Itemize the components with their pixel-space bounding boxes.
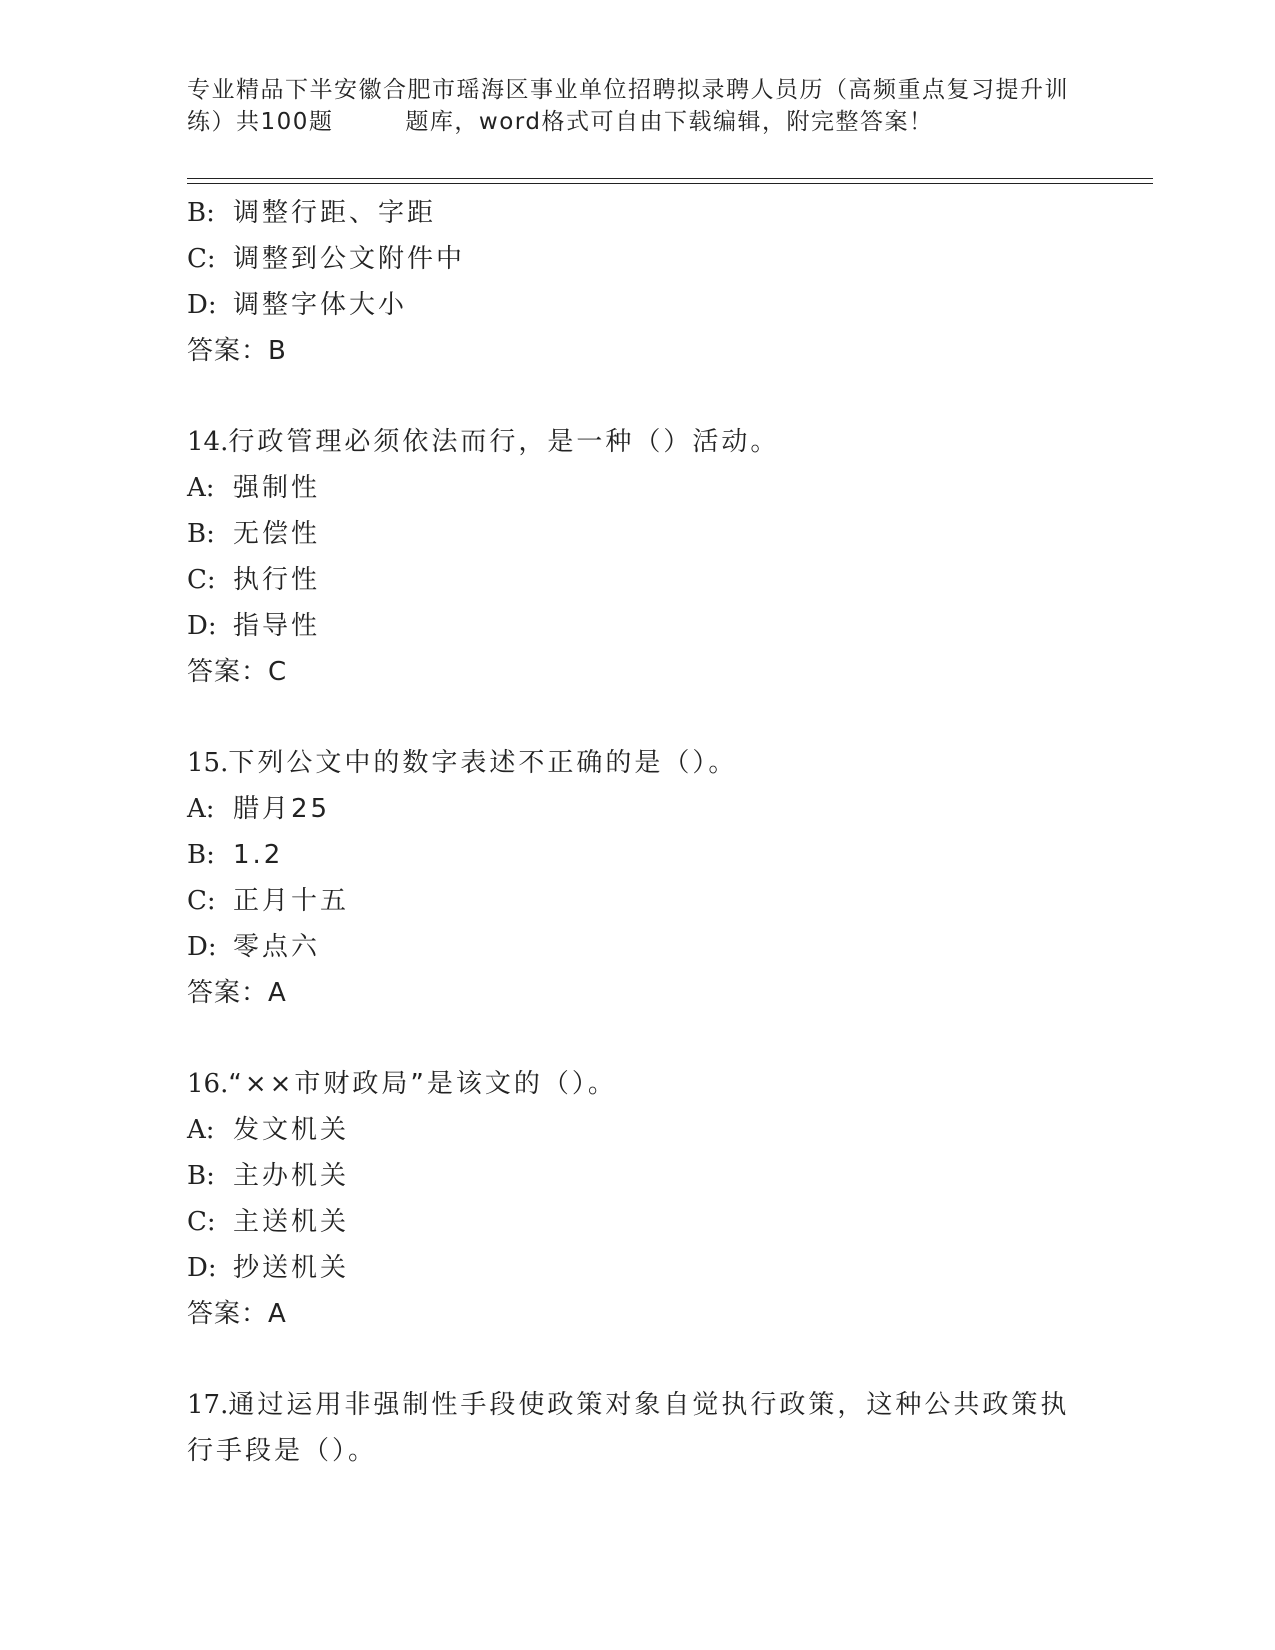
option-key: A:	[187, 473, 215, 503]
question-text: 下列公文中的数字表述不正确的是（）。	[228, 748, 738, 778]
option-key: B:	[187, 519, 215, 549]
question-stem-line-1	[187, 1382, 1087, 1428]
header-title-line-2	[187, 106, 1087, 138]
option-key: C:	[187, 244, 216, 274]
option-text: 指导性	[233, 611, 321, 641]
option-d	[187, 1245, 1087, 1291]
question-stem-line-2: 行手段是（）。	[187, 1436, 378, 1466]
question-number: 15.	[187, 748, 229, 778]
option-text: 强制性	[233, 473, 321, 503]
option-a	[187, 465, 1087, 511]
question-16	[187, 1061, 1087, 1337]
option-b	[187, 190, 1087, 236]
option-a	[187, 1107, 1087, 1153]
option-key: D:	[187, 932, 217, 962]
question-text: 通过运用非强制性手段使政策对象自觉执行政策，这种公共政策执	[228, 1390, 1070, 1420]
answer-line: 答案：C	[187, 657, 288, 687]
option-b	[187, 511, 1087, 557]
question-text: 行政管理必须依法而行，是一种（）活动。	[228, 427, 780, 457]
option-b	[187, 832, 1087, 878]
option-text: 主送机关	[233, 1207, 350, 1237]
option-key: C:	[187, 565, 216, 595]
option-key: C:	[187, 1207, 216, 1237]
answer-line: 答案：B	[187, 336, 287, 366]
option-d	[187, 603, 1087, 649]
option-key: B:	[187, 198, 215, 228]
option-key: A:	[187, 794, 215, 824]
answer-line: 答案：A	[187, 1299, 287, 1329]
option-a	[187, 786, 1087, 832]
question-15	[187, 740, 1087, 1016]
header-title-part-a: 练）共100题	[187, 109, 334, 135]
question-14	[187, 419, 1087, 695]
option-key: B:	[187, 1161, 215, 1191]
option-text: 零点六	[233, 932, 321, 962]
option-key: D:	[187, 611, 217, 641]
option-key: D:	[187, 290, 217, 320]
question-stem	[187, 1061, 1087, 1107]
option-key: C:	[187, 886, 216, 916]
option-c	[187, 1199, 1087, 1245]
answer-line: 答案：A	[187, 978, 287, 1008]
option-d	[187, 282, 1087, 328]
option-text: 执行性	[233, 565, 321, 595]
option-key: D:	[187, 1253, 217, 1283]
question-number: 14.	[187, 427, 229, 457]
header-divider-top	[187, 178, 1153, 179]
option-text: 调整到公文附件中	[233, 244, 466, 274]
document-header	[187, 74, 1087, 138]
option-text: 腊月25	[233, 794, 331, 824]
option-b	[187, 1153, 1087, 1199]
option-c	[187, 878, 1087, 924]
option-text: 无偿性	[233, 519, 321, 549]
option-c	[187, 236, 1087, 282]
question-text: “××市财政局”是该文的（）。	[228, 1069, 617, 1099]
option-text: 正月十五	[233, 886, 350, 916]
option-d	[187, 924, 1087, 970]
question-stem	[187, 740, 1087, 786]
option-text: 抄送机关	[233, 1253, 350, 1283]
option-text: 1.2	[233, 840, 284, 870]
question-list	[187, 190, 1087, 1474]
option-text: 主办机关	[233, 1161, 350, 1191]
header-title-part-b: 题库，word格式可自由下载编辑，附完整答案！	[405, 109, 934, 135]
option-c	[187, 557, 1087, 603]
header-title-line-1: 专业精品下半安徽合肥市瑶海区事业单位招聘拟录聘人员历（高频重点复习提升训	[187, 77, 1069, 103]
option-key: B:	[187, 840, 215, 870]
option-text: 发文机关	[233, 1115, 350, 1145]
question-number: 16.	[187, 1069, 229, 1099]
header-divider-bottom	[187, 183, 1153, 184]
question-17	[187, 1382, 1087, 1474]
question-number: 17.	[187, 1390, 229, 1420]
question-13	[187, 190, 1087, 374]
option-text: 调整字体大小	[233, 290, 408, 320]
option-key: A:	[187, 1115, 215, 1145]
question-stem	[187, 419, 1087, 465]
option-text: 调整行距、字距	[233, 198, 437, 228]
